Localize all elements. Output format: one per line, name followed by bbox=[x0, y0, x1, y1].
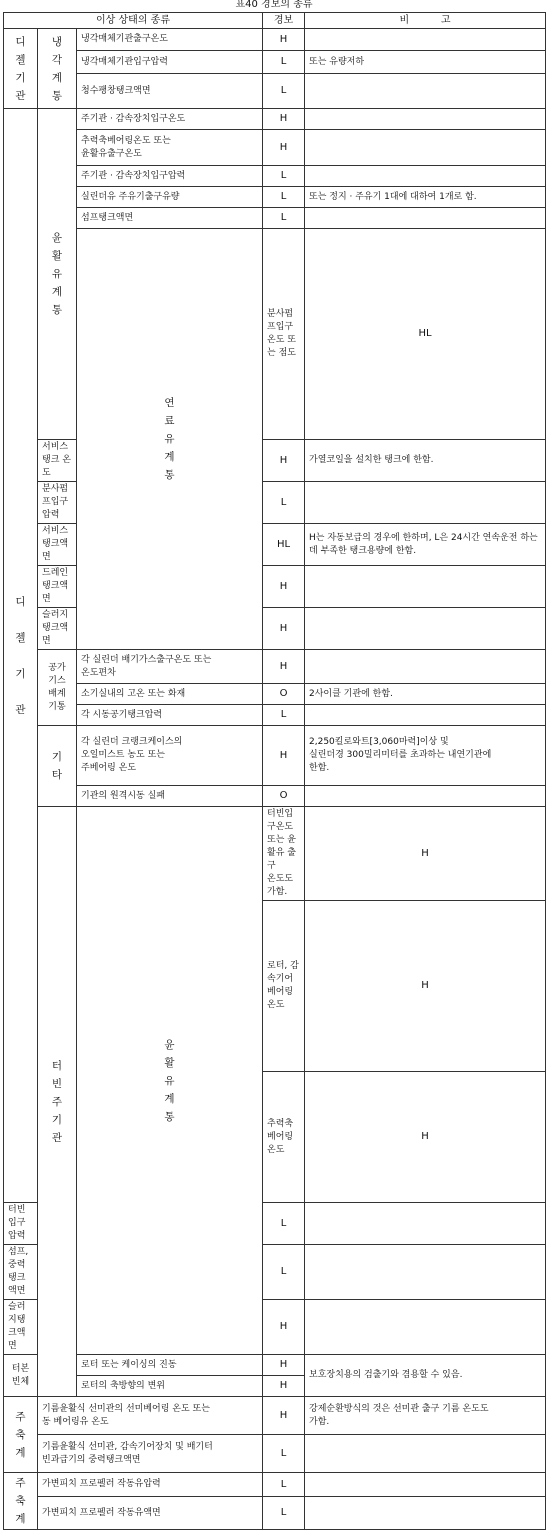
remark-r25 bbox=[305, 1300, 546, 1355]
alarm-r18: H bbox=[263, 726, 305, 786]
alarm-r4: H bbox=[263, 109, 305, 130]
header-alarm: 경보 bbox=[263, 13, 305, 29]
remark-r5 bbox=[305, 130, 546, 166]
item-r8: 섬프탱크액면 bbox=[77, 208, 263, 229]
group-lube: 윤 활 유 계 통 bbox=[38, 109, 77, 440]
alarm-r17: L bbox=[263, 705, 305, 726]
item-r3: 청수팽창탱크액면 bbox=[77, 74, 263, 109]
item-r29: 기름윤활식 선미관, 감속기어장치 및 배기터 빈과급기의 중력탱크액면 bbox=[38, 1435, 263, 1473]
item-r19: 기관의 원격시동 실패 bbox=[77, 786, 263, 807]
alarm-r2: L bbox=[263, 51, 305, 74]
item-r17: 각 시동공기탱크압력 bbox=[77, 705, 263, 726]
item-r21: 로터, 감속기어베어링온도 bbox=[263, 901, 305, 1072]
remark-r10: 가열코일을 설치한 탱크에 한함. bbox=[305, 440, 546, 482]
remark-r8 bbox=[305, 208, 546, 229]
remark-r6 bbox=[305, 166, 546, 187]
alarm-r20: H bbox=[305, 807, 546, 901]
alarm-r27: H bbox=[263, 1376, 305, 1397]
remark-r31 bbox=[305, 1497, 546, 1530]
item-r6: 주기관 · 감속장치입구압력 bbox=[77, 166, 263, 187]
group-reduction: 주 축 계 bbox=[4, 1397, 38, 1473]
remark-r1 bbox=[305, 29, 546, 51]
group-start-air: 공가 기스 배계 기통 bbox=[38, 650, 77, 726]
table-title: 표40 경보의 종류 bbox=[235, 0, 313, 10]
item-r12: 서비스탱크액면 bbox=[38, 524, 77, 566]
remark-r29 bbox=[305, 1435, 546, 1473]
alarm-r23: L bbox=[263, 1203, 305, 1245]
item-r16: 소기실내의 고온 또는 화재 bbox=[77, 684, 263, 705]
remark-r13 bbox=[305, 566, 546, 608]
alarm-r1: H bbox=[263, 29, 305, 51]
alarm-r10: H bbox=[263, 440, 305, 482]
alarm-r19: O bbox=[263, 786, 305, 807]
item-r22: 추력축베어링온도 bbox=[263, 1072, 305, 1203]
header-type: 이상 상태의 종류 bbox=[4, 13, 263, 29]
header-remark: 비 고 bbox=[305, 13, 546, 29]
remark-r12: H는 자동보급의 경우에 한하며, L은 24시간 연속운전 하는데 부족한 탱크용량에 한함. bbox=[305, 524, 546, 566]
remark-r30 bbox=[305, 1473, 546, 1497]
alarm-r13: H bbox=[263, 566, 305, 608]
item-r7: 실린더유 주유기출구유량 bbox=[77, 187, 263, 208]
alarm-r8: L bbox=[263, 208, 305, 229]
group-cpp: 주 축 계 bbox=[4, 1473, 38, 1530]
item-r11: 분사펌프입구압력 bbox=[38, 482, 77, 524]
item-r30: 가변피치 프로펠러 작동유압력 bbox=[38, 1473, 263, 1497]
item-r13: 드레인탱크액면 bbox=[38, 566, 77, 608]
item-r14: 슬러지탱크액면 bbox=[38, 608, 77, 650]
item-r24: 섬프, 중력탱크액면 bbox=[4, 1245, 38, 1300]
alarm-r28: H bbox=[263, 1397, 305, 1435]
item-r26: 로터 또는 케이싱의 진동 bbox=[77, 1355, 263, 1376]
item-r27: 로터의 축방향의 변위 bbox=[77, 1376, 263, 1397]
alarm-r22: H bbox=[305, 1072, 546, 1203]
alarm-types-table bbox=[3, 12, 546, 1530]
item-r15: 각 실린더 배기가스출구온도 또는 온도편차 bbox=[77, 650, 263, 684]
alarm-r16: O bbox=[263, 684, 305, 705]
group-turbine-body: 터본 빈체 bbox=[4, 1355, 38, 1397]
alarm-r25: H bbox=[263, 1300, 305, 1355]
item-r9: 분사펌프입구온도 또는 점도 bbox=[263, 229, 305, 440]
group-diesel-engine: 디 젤 기 관 bbox=[4, 109, 38, 1203]
remark-r18: 2,250킬로와트[3,060마력]이상 및 실린더경 300밀리미터를 초과하는 내연기관에 한함. bbox=[305, 726, 546, 786]
alarm-r31: L bbox=[263, 1497, 305, 1530]
item-r25: 슬러지탱크액면 bbox=[4, 1300, 38, 1355]
alarm-r24: L bbox=[263, 1245, 305, 1300]
alarm-r15: H bbox=[263, 650, 305, 684]
item-r18: 각 실린더 크랭크케이스의 오일미스트 농도 또는 주베어링 온도 bbox=[77, 726, 263, 786]
group-cooling: 냉 각 계 통 bbox=[38, 29, 77, 109]
alarm-r30: L bbox=[263, 1473, 305, 1497]
remark-r4 bbox=[305, 109, 546, 130]
group-turbine-lube: 윤 활 유 계 통 bbox=[77, 807, 263, 1355]
alarm-r9: HL bbox=[305, 229, 546, 440]
item-r23: 터빈입구압력 bbox=[4, 1203, 38, 1245]
item-r10: 서비스탱크 온도 bbox=[38, 440, 77, 482]
item-r28: 기름윤활식 선미관의 선미베어링 온도 또는 동 베어링유 온도 bbox=[38, 1397, 263, 1435]
remark-r14 bbox=[305, 608, 546, 650]
item-r2: 냉각매체기관입구압력 bbox=[77, 51, 263, 74]
group-diesel-main: 디 젤 기 관 bbox=[4, 29, 38, 109]
remark-r17 bbox=[305, 705, 546, 726]
alarm-r11: L bbox=[263, 482, 305, 524]
remark-r2: 또는 유량저하 bbox=[305, 51, 546, 74]
remark-r15 bbox=[305, 650, 546, 684]
alarm-r26: H bbox=[263, 1355, 305, 1376]
alarm-r14: H bbox=[263, 608, 305, 650]
alarm-r12: HL bbox=[263, 524, 305, 566]
group-turbine-main: 터 빈 주 기 관 bbox=[38, 807, 77, 1397]
remark-r28: 강제순환방식의 것은 선미관 출구 기름 온도도 가함. bbox=[305, 1397, 546, 1435]
alarm-r21: H bbox=[305, 901, 546, 1072]
alarm-r3: L bbox=[263, 74, 305, 109]
item-r31: 가변피치 프로펠러 작동유액면 bbox=[38, 1497, 263, 1530]
item-r5: 추력축베어링온도 또는 윤활유출구온도 bbox=[77, 130, 263, 166]
alarm-r5: H bbox=[263, 130, 305, 166]
group-fuel: 연 료 유 계 통 bbox=[77, 229, 263, 650]
remark-r24 bbox=[305, 1245, 546, 1300]
alarm-r29: L bbox=[263, 1435, 305, 1473]
group-other: 기 타 bbox=[38, 726, 77, 807]
remark-r26: 보호장치용의 검출기와 겸용할 수 있음. bbox=[305, 1355, 546, 1397]
remark-r11 bbox=[305, 482, 546, 524]
item-r1: 냉각매체기관출구온도 bbox=[77, 29, 263, 51]
remark-r7: 또는 정지 · 주유기 1대에 대하여 1개로 함. bbox=[305, 187, 546, 208]
remark-r23 bbox=[305, 1203, 546, 1245]
item-r20: 터빈입구온도 또는 윤활유 출구 온도도 가함. bbox=[263, 807, 305, 901]
remark-r16: 2사이클 기관에 한함. bbox=[305, 684, 546, 705]
remark-r3 bbox=[305, 74, 546, 109]
remark-r19 bbox=[305, 786, 546, 807]
item-r4: 주기관 · 감속장치입구온도 bbox=[77, 109, 263, 130]
alarm-r7: L bbox=[263, 187, 305, 208]
alarm-r6: L bbox=[263, 166, 305, 187]
